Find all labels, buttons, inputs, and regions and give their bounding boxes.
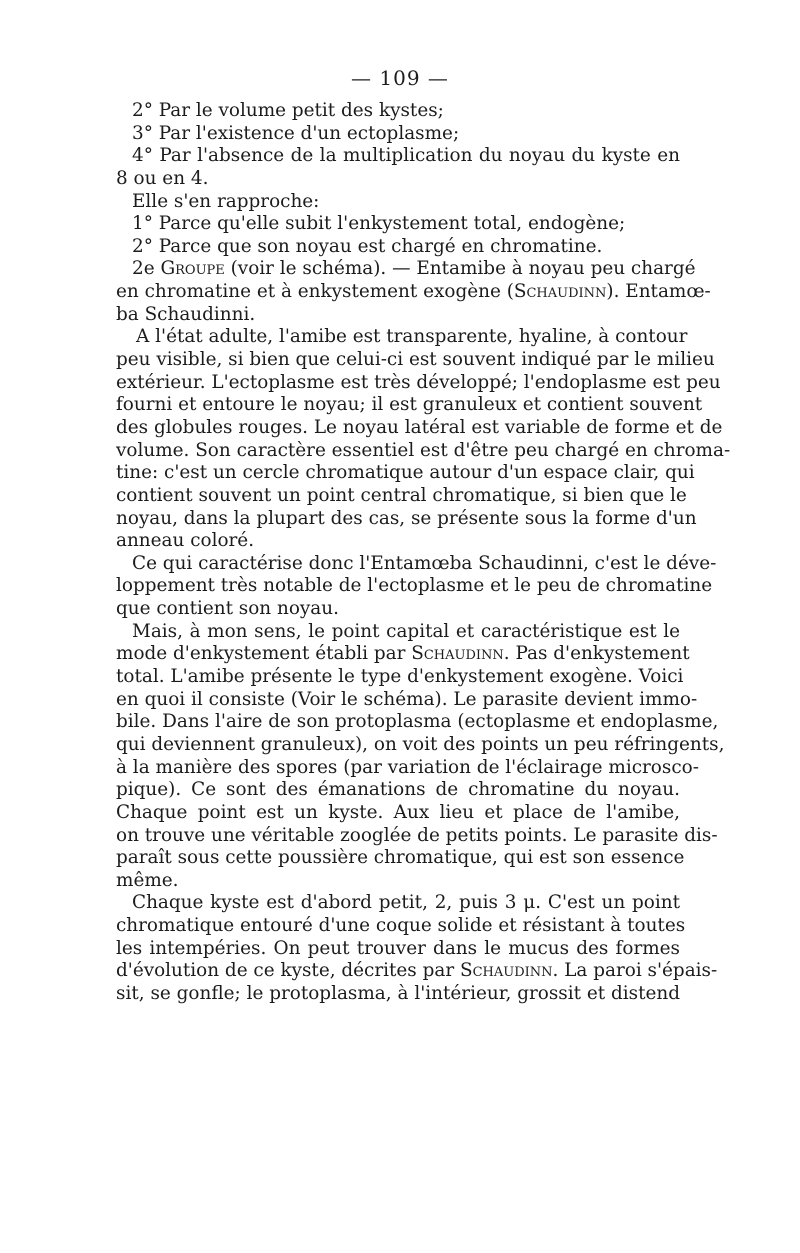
- text-line: tine: c'est un cercle chromatique autour d'un espace clair, qui: [116, 462, 695, 484]
- author-name: Schaudinn: [513, 281, 607, 303]
- text-line: anneau coloré.: [116, 530, 255, 552]
- text-line: peu visible, si bien que celui-ci est souvent indiqué par le milieu: [116, 349, 715, 371]
- section-heading-line: 2e Groupe (voir le schéma). — Entamibe à noyau peu chargé: [132, 258, 696, 280]
- author-name: Schaudinn: [459, 960, 553, 982]
- text-line: A l'état adulte, l'amibe est transparente, hyaline, à contour: [136, 326, 688, 348]
- text-line: d'évolution de ce kyste, décrites par Schaudinn. La paroi s'épais-: [116, 960, 718, 982]
- text-line: ba Schaudinni.: [116, 303, 256, 325]
- text-line: 1° Parce qu'elle subit l'enkystement total, endogène;: [132, 213, 626, 235]
- text-line: à la manière des spores (par variation de l'éclairage microsco-: [116, 756, 699, 778]
- body-text: [116, 100, 731, 1006]
- text-line: même.: [116, 869, 179, 891]
- text-line: on trouve une véritable zooglée de petits points. Le parasite dis-: [116, 824, 718, 846]
- page-number: — 109 —: [351, 66, 449, 90]
- text-line: qui deviennent granuleux), on voit des points un peu réfringents,: [116, 733, 725, 755]
- text-line: Chaque kyste est d'abord petit, 2, puis 3 μ. C'est un point: [132, 892, 680, 914]
- text-line: loppement très notable de l'ectoplasme et le peu de chromatine: [116, 575, 713, 597]
- text-line: Mais, à mon sens, le point capital et caractéristique est le: [132, 620, 680, 642]
- text-line: total. L'amibe présente le type d'enkystement exogène. Voici: [116, 666, 684, 688]
- author-name: Schaudinn: [411, 643, 504, 665]
- text-line: les intempéries. On peut trouver dans le mucus des formes: [116, 937, 680, 959]
- text-line: 4° Par l'absence de la multiplication du noyau du kyste en: [132, 145, 680, 167]
- text-line: pique). Ce sont des émanations de chromatine du noyau.: [116, 779, 680, 801]
- text-line: en quoi il consiste (Voir le schéma). Le parasite devient immo-: [116, 688, 698, 710]
- text-line: bile. Dans l'aire de son protoplasma (ectoplasme et endoplasme,: [116, 711, 719, 733]
- text-line: contient souvent un point central chromatique, si bien que le: [116, 484, 687, 506]
- text-line: 2° Par le volume petit des kystes;: [132, 100, 444, 121]
- text-line: extérieur. L'ectoplasme est très développé; l'endoplasme est peu: [116, 371, 721, 393]
- text-line: des globules rouges. Le noyau latéral est variable de forme et de: [116, 416, 723, 438]
- group-label: Groupe: [160, 258, 225, 280]
- text-line: que contient son noyau.: [116, 598, 339, 620]
- text-line: paraît sous cette poussière chromatique, qui est son essence: [116, 847, 685, 869]
- text-line: en chromatine et à enkystement exogène (Schaudinn). Entamœ-: [116, 281, 711, 303]
- text-line: volume. Son caractère essentiel est d'être peu chargé en chroma-: [116, 439, 731, 461]
- text-line: 8 ou en 4.: [116, 167, 209, 189]
- text-line: fourni et entoure le noyau; il est granuleux et contient souvent: [116, 394, 703, 416]
- text-line: 2° Parce que son noyau est chargé en chromatine.: [132, 235, 603, 257]
- text-line: 3° Par l'existence d'un ectoplasme;: [132, 122, 460, 144]
- text-line: Ce qui caractérise donc l'Entamœba Schaudinni, c'est le déve-: [132, 552, 717, 574]
- text-line: sit, se gonfle; le protoplasma, à l'intérieur, grossit et distend: [116, 982, 680, 1004]
- text-line: Chaque point est un kyste. Aux lieu et place de l'amibe,: [116, 801, 680, 823]
- text-line: noyau, dans la plupart des cas, se présente sous la forme d'un: [116, 507, 697, 529]
- text-line: Elle s'en rapproche:: [132, 190, 320, 212]
- text-line: chromatique entouré d'une coque solide et résistant à toutes: [116, 915, 686, 937]
- text-line: mode d'enkystement établi par Schaudinn. Pas d'enkystement: [116, 643, 690, 665]
